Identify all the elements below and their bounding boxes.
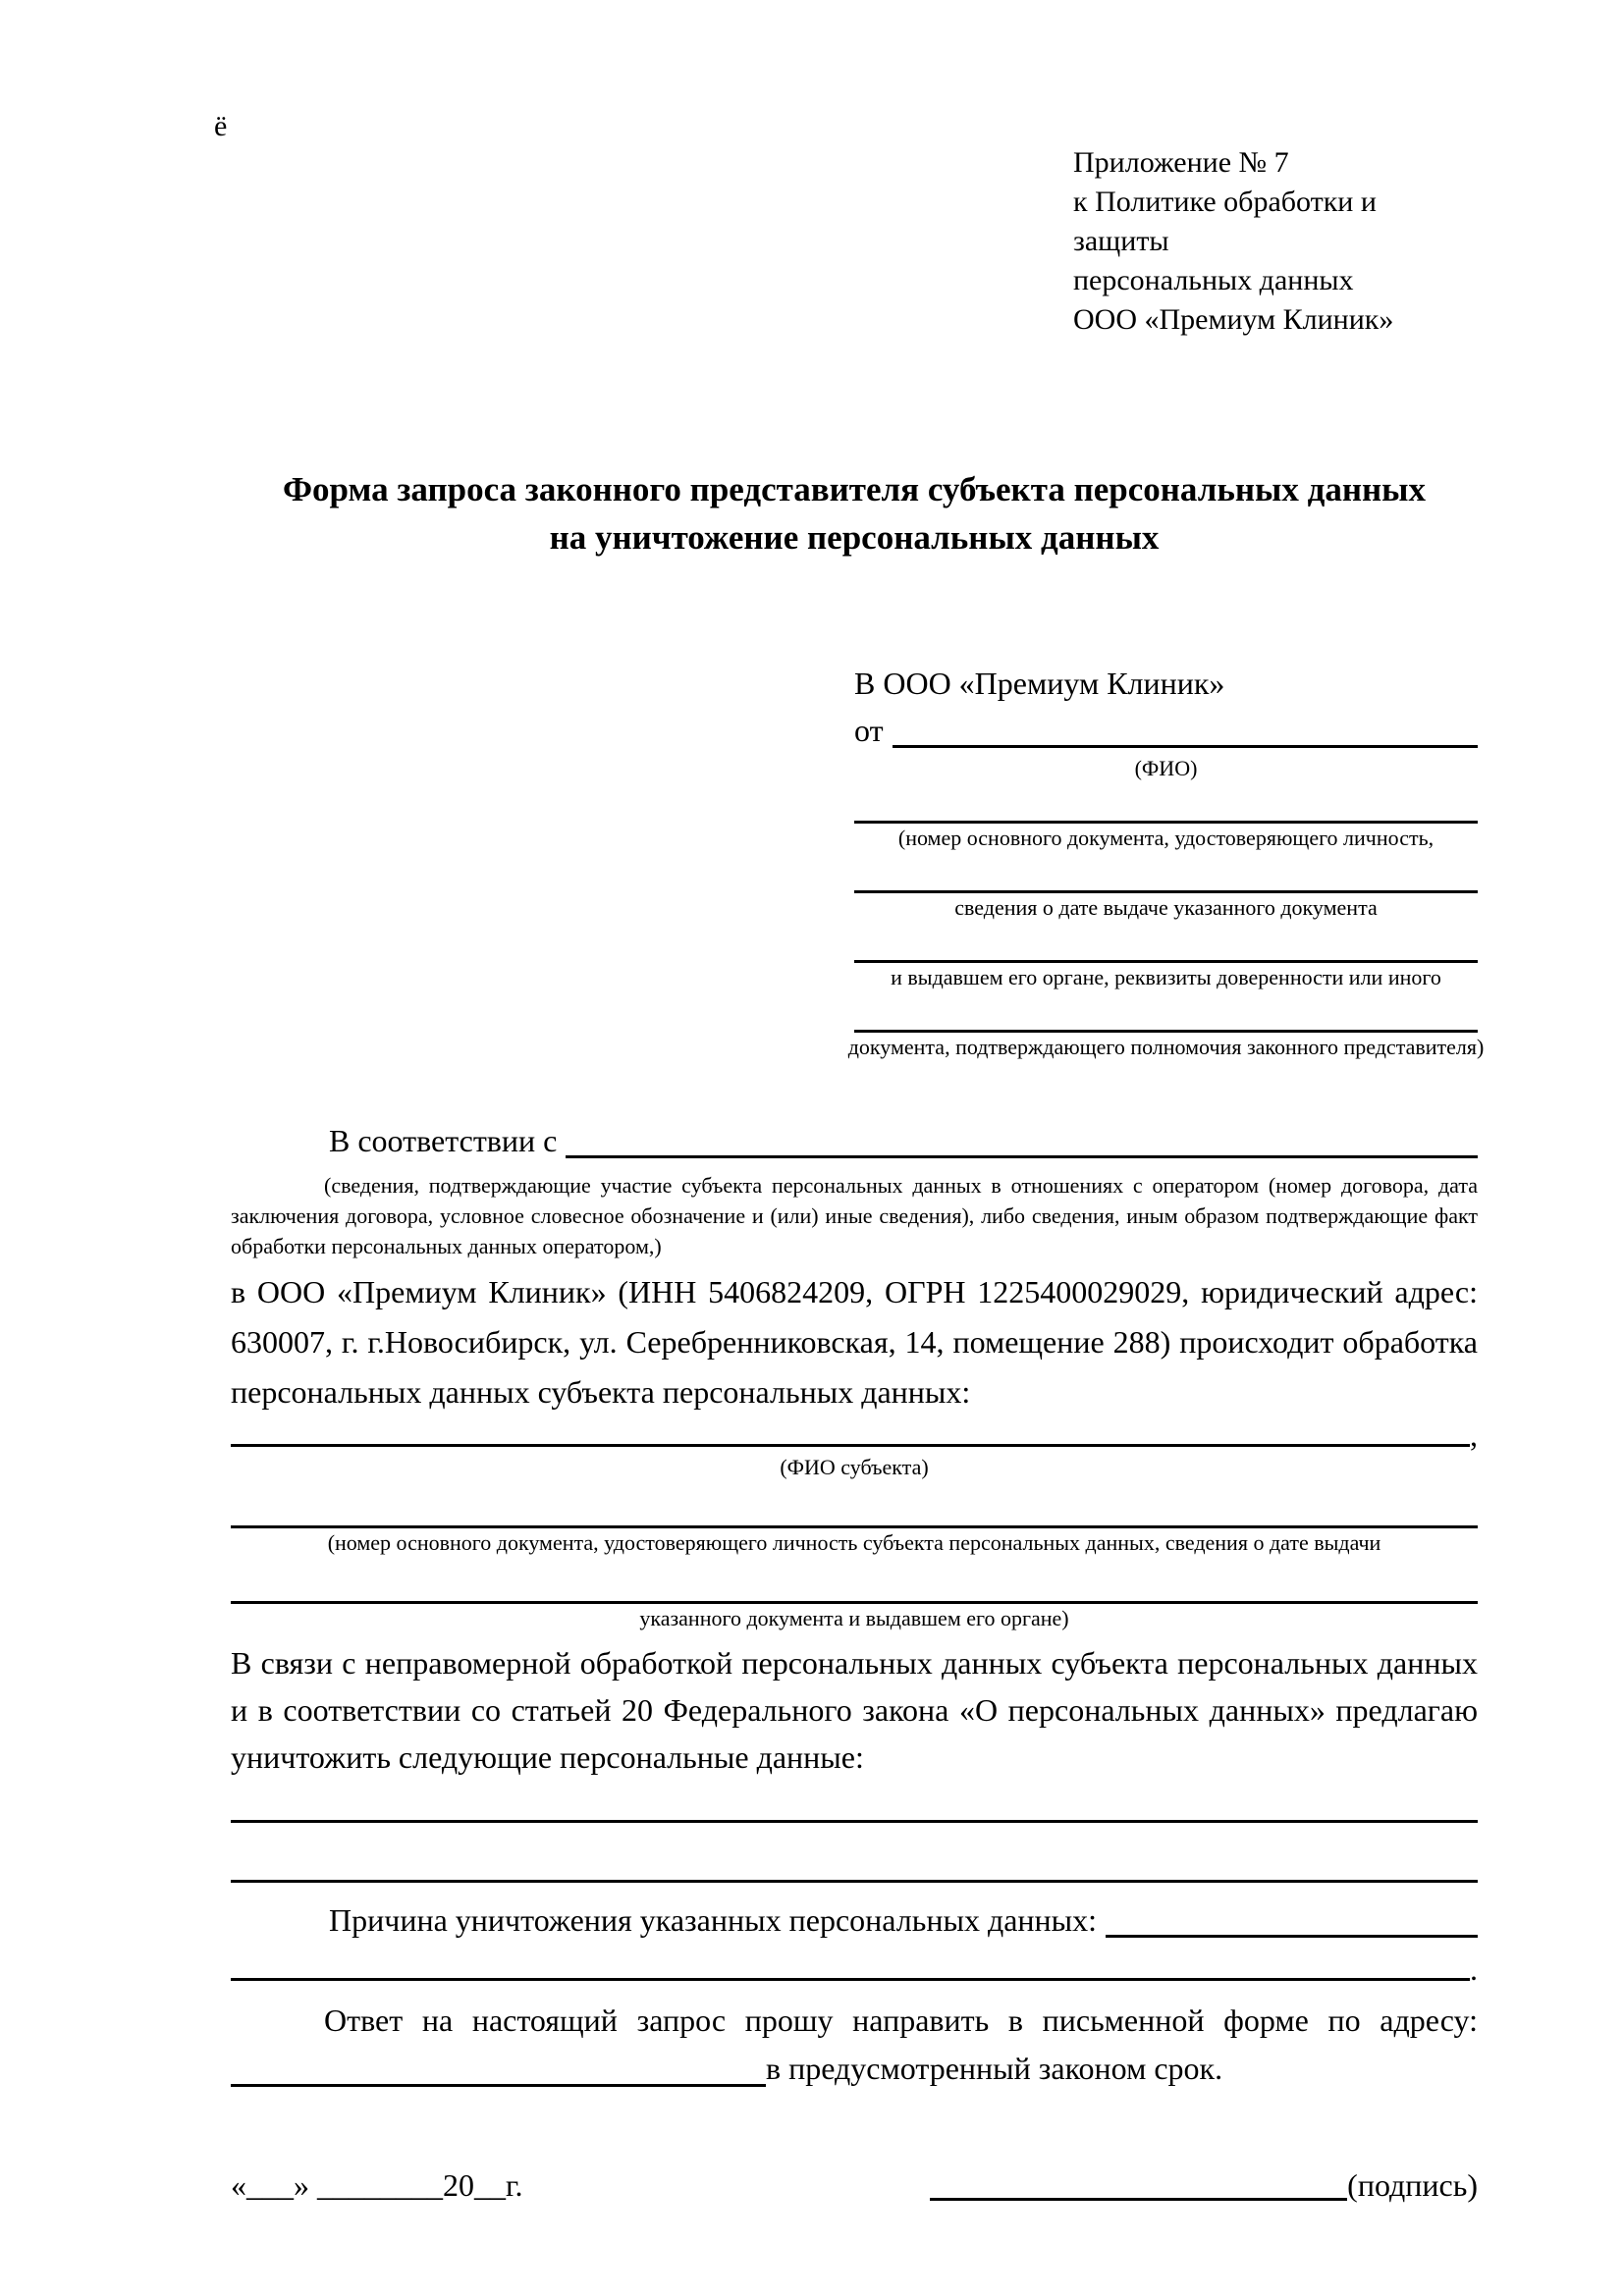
demand-paragraph: В связи с неправомерной обработкой персональных данных субъекта персональных данных и в соответствии со статьей 20 Федерального закона «О персональных данных» предлагаю уничтожить следующие персональные данные: (231, 1645, 1478, 1775)
signature-group (930, 2163, 1478, 2207)
footer-row (231, 2163, 1478, 2207)
representative-doc-blank-line (854, 853, 1478, 893)
appendix-line: персональных данных (1073, 264, 1354, 296)
representative-name-blank-line (893, 745, 1478, 748)
appendix-line: ООО «Премиум Клиник» (1073, 303, 1394, 336)
from-label: от (854, 713, 884, 748)
addressee-block (847, 660, 1485, 1062)
data-to-destroy-blank-line (231, 1781, 1478, 1823)
from-row (854, 707, 1478, 754)
representative-doc-blank-line (854, 923, 1478, 963)
signature-blank-line (930, 2198, 1347, 2201)
reason-blank-line (1106, 1935, 1478, 1938)
reason-continuation-row (231, 1944, 1478, 1987)
representative-doc-blank-line (854, 992, 1478, 1033)
accordance-fine-print: (сведения, подтверждающие участие субъекта персональных данных в отношениях с оператором (номер договора, дата заключения договора, условное словесное обозначение и (или) иные сведения), либо сведения, иным образом подтверждающие факт обработки персональных данных оператором,) (231, 1173, 1478, 1258)
accordance-blank-line (566, 1155, 1478, 1158)
reason-row (231, 1896, 1478, 1944)
address-blank-line (231, 2084, 766, 2087)
addressee-organization: В ООО «Премиум Клиник» (854, 666, 1225, 701)
appendix-line: к Политике обработки и защиты (1073, 186, 1377, 257)
subject-doc-caption: (номер основного документа, удостоверяющего личность субъекта персональных данных, сведения о дате выдачи (327, 1530, 1381, 1555)
representative-doc-caption: документа, подтверждающего полномочия законного представителя) (847, 1035, 1485, 1059)
signature-caption: (подпись) (1347, 2167, 1478, 2203)
reason-label: Причина уничтожения указанных персональных данных: (329, 1902, 1098, 1938)
subject-doc-blank-line (231, 1482, 1478, 1528)
response-address-row (231, 2044, 1478, 2093)
document-title (231, 465, 1478, 561)
subject-doc-blank-line (231, 1558, 1478, 1604)
document-title-line2: на уничтожение персональных данных (549, 518, 1160, 557)
subject-fio-caption: (ФИО субъекта) (780, 1455, 929, 1479)
accordance-label: В соответствии с (329, 1123, 558, 1158)
subject-name-blank-line (231, 1444, 1470, 1447)
document-title-line1: Форма запроса законного представителя субъекта персональных данных (283, 470, 1426, 508)
stray-char: ё (214, 110, 228, 142)
subject-name-row (231, 1417, 1478, 1453)
representative-doc-blank-line (854, 783, 1478, 824)
fio-caption: (ФИО) (1134, 756, 1198, 780)
accordance-row (231, 1117, 1478, 1164)
representative-doc-caption: и выдавшем его органе, реквизиты доверенности или иного (891, 965, 1441, 989)
data-to-destroy-blank-line (231, 1823, 1478, 1883)
appendix-block (1073, 143, 1478, 340)
subject-doc-caption: указанного документа и выдавшем его органе) (639, 1606, 1069, 1630)
operator-paragraph: в ООО «Премиум Клиник» (ИНН 5406824209, ОГРН 1225400029029, юридический адрес: 630007, г. г.Новосибирск, ул. Серебренниковская, 14, помещение 288) происходит обработка персональных данных субъекта персональных данных: (231, 1274, 1478, 1410)
reason-blank-line (231, 1978, 1470, 1981)
trailing-comma: , (1470, 1417, 1478, 1453)
trailing-period: . (1470, 1951, 1478, 1987)
date-line: «___» ________20__г. (231, 2167, 523, 2203)
response-tail: в предусмотренный законом срок. (766, 2051, 1223, 2086)
response-paragraph: Ответ на настоящий запрос прошу направить в письменной форме по адресу: (324, 2002, 1478, 2038)
appendix-line: Приложение № 7 (1073, 146, 1289, 179)
representative-doc-caption: (номер основного документа, удостоверяющего личность, (897, 826, 1435, 850)
representative-doc-caption: сведения о дате выдаче указанного документа (954, 895, 1378, 920)
